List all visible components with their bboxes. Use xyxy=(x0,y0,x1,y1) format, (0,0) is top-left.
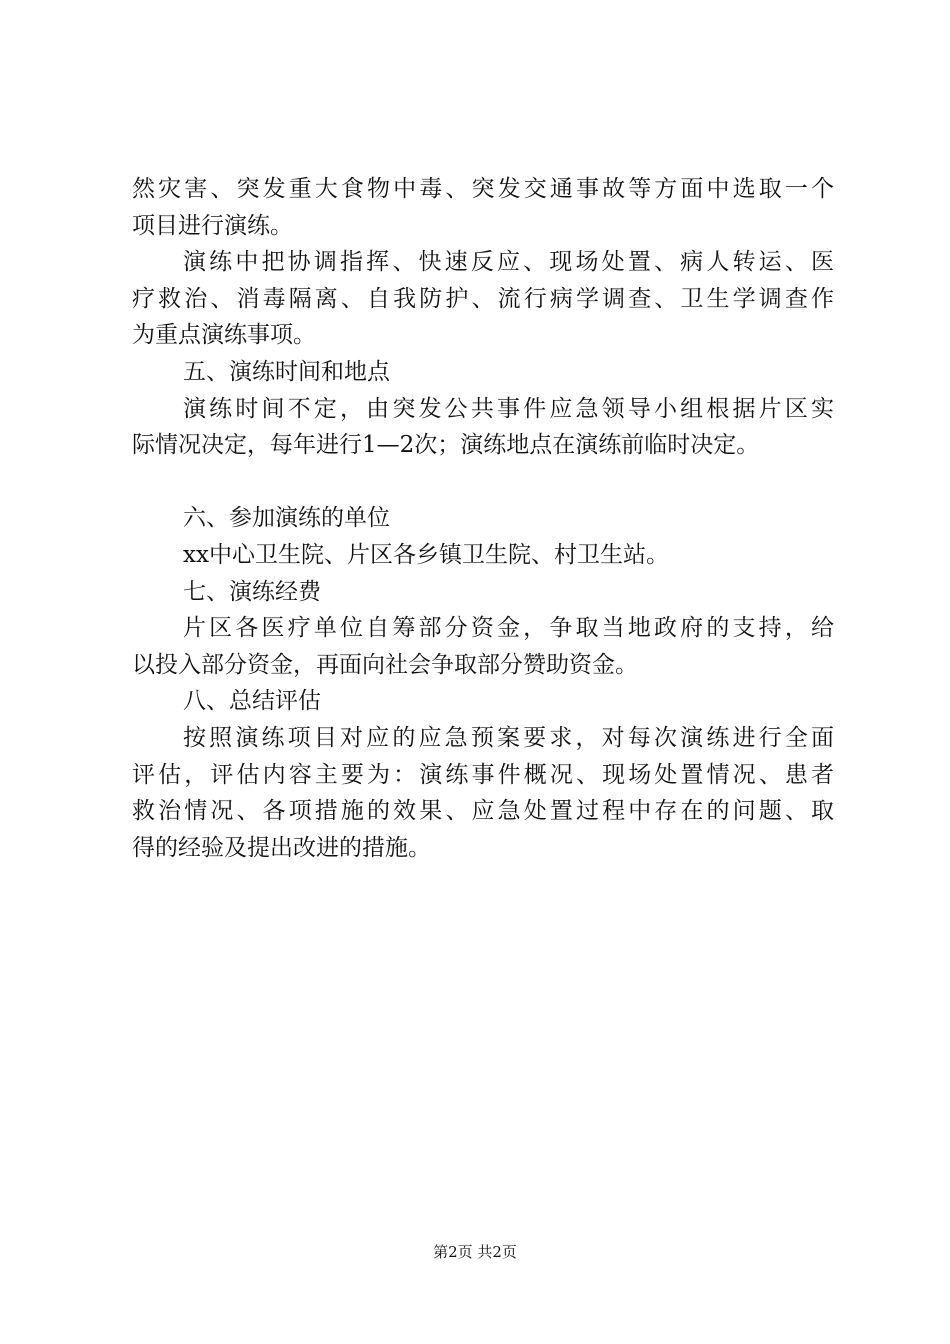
paragraph-line: 疗救治、消毒隔离、自我防护、流行病学调查、卫生学调查作 xyxy=(132,285,834,312)
page-footer: 第2页 共2页 xyxy=(433,1243,517,1261)
section-heading: 六、参加演练的单位 xyxy=(183,505,390,532)
section-heading: 七、演练经费 xyxy=(183,578,321,605)
paragraph-line: xx中心卫生院、片区各乡镇卫生院、村卫生站。 xyxy=(183,541,669,568)
section-heading: 八、总结评估 xyxy=(183,688,321,715)
paragraph-line: 以投入部分资金，再面向社会争取部分赞助资金。 xyxy=(132,651,638,678)
paragraph-line: 得的经验及提出改进的措施。 xyxy=(132,834,431,861)
section-heading: 五、演练时间和地点 xyxy=(183,358,390,385)
paragraph-line: 救治情况、各项措施的效果、应急处置过程中存在的问题、取 xyxy=(132,798,834,825)
paragraph-line: 评估，评估内容主要为：演练事件概况、现场处置情况、患者 xyxy=(132,761,834,788)
paragraph-line: 然灾害、突发重大食物中毒、突发交通事故等方面中选取一个 xyxy=(132,176,834,202)
paragraph-line: 演练中把协调指挥、快速反应、现场处置、病人转运、医 xyxy=(183,249,834,276)
paragraph-line: 际情况决定，每年进行1—2次；演练地点在演练前临时决定。 xyxy=(132,432,760,459)
paragraph-line: 项目进行演练。 xyxy=(132,212,293,239)
paragraph-line: 按照演练项目对应的应急预案要求，对每次演练进行全面 xyxy=(183,724,834,751)
paragraph-line: 演练时间不定，由突发公共事件应急领导小组根据片区实 xyxy=(183,395,834,422)
paragraph-line: 为重点演练事项。 xyxy=(132,322,316,349)
document-body xyxy=(132,171,834,866)
paragraph-line: 片区各医疗单位自筹部分资金，争取当地政府的支持，给 xyxy=(183,615,834,642)
paragraph-gap xyxy=(132,464,834,501)
